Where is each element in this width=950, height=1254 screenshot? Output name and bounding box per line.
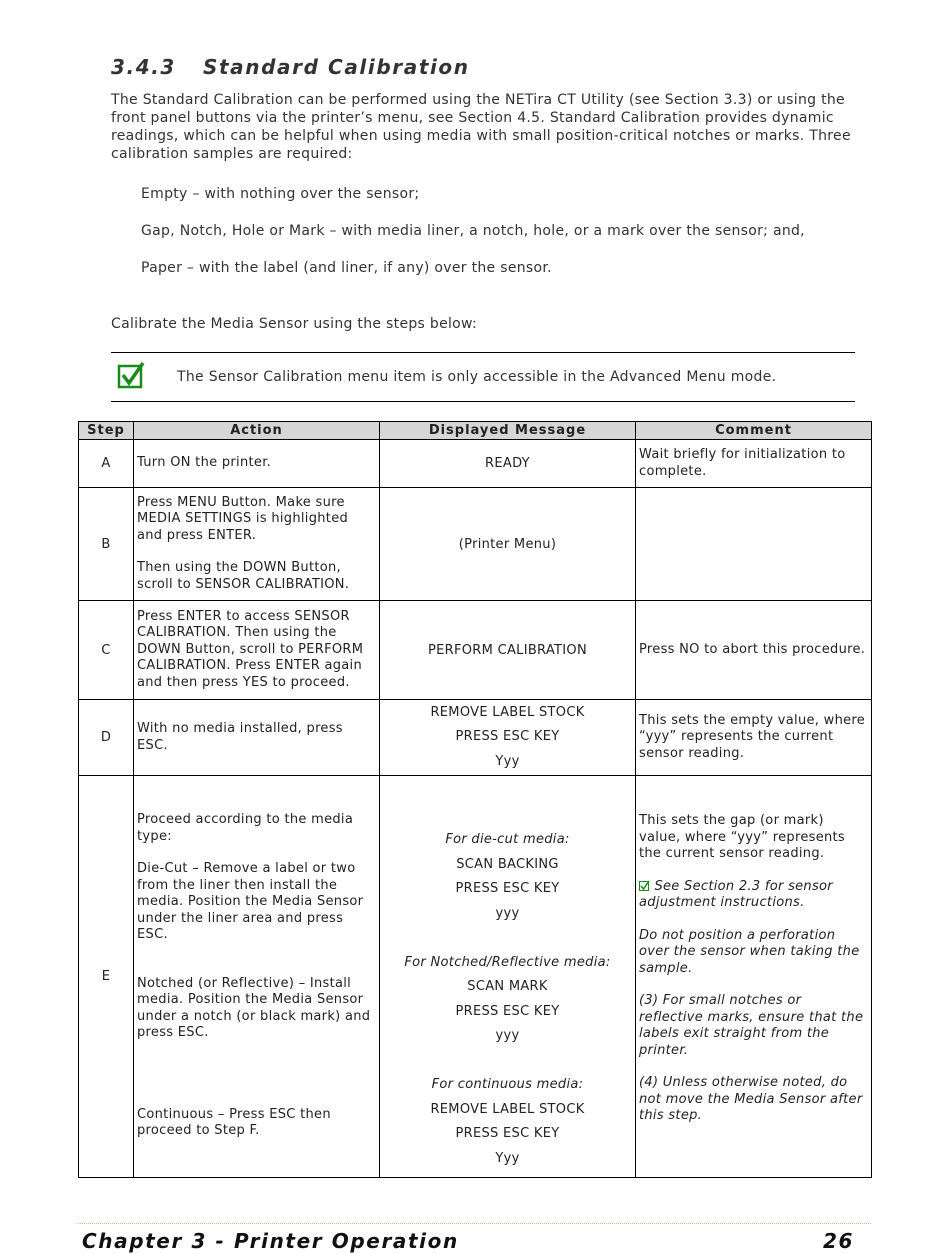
table-header-row — [79, 422, 872, 440]
comment-line — [639, 879, 868, 912]
action-line: Die-Cut – Remove a label or two from the liner then install the media. Position the Media Sensor under the liner area and press ESC. — [137, 861, 364, 942]
comment-cell — [636, 776, 872, 1178]
header-message: Displayed Message — [380, 422, 636, 440]
action-cell: With no media installed, press ESC. — [134, 700, 380, 776]
message-line: yyy — [495, 905, 520, 921]
table-row — [79, 700, 872, 776]
message-label: For continuous media: — [431, 1077, 584, 1092]
footer-page-number: 26 — [822, 1229, 854, 1253]
note-box — [111, 352, 855, 402]
sample-empty: Empty – with nothing over the sensor; — [141, 186, 420, 202]
message-line: REMOVE LABEL STOCK — [430, 704, 585, 720]
sample-paper: Paper – with the label (and liner, if any) over the sensor. — [141, 260, 552, 276]
comment-cell — [636, 488, 872, 601]
checkbox-check-icon — [117, 361, 145, 389]
action-line: Continuous – Press ESC then proceed to Step F. — [137, 1106, 331, 1138]
message-label: For die-cut media: — [445, 832, 570, 847]
step-cell: D — [79, 700, 134, 776]
sample-gap: Gap, Notch, Hole or Mark – with media liner, a notch, hole, or a mark over the sensor; and, — [141, 223, 805, 239]
message-line: SCAN MARK — [467, 979, 548, 994]
message-cell: PERFORM CALIBRATION — [380, 601, 636, 700]
message-cell — [380, 700, 636, 776]
step-cell: E — [79, 776, 134, 1178]
message-line: SCAN BACKING — [456, 856, 559, 872]
footer-rule — [78, 1223, 871, 1224]
action-line: Then using the DOWN Button, scroll to SENSOR CALIBRATION. — [137, 560, 350, 592]
step-cell: A — [79, 440, 134, 488]
action-cell — [134, 776, 380, 1178]
header-comment: Comment — [636, 422, 872, 440]
header-action: Action — [134, 422, 380, 440]
action-line: Proceed according to the media type: — [137, 812, 354, 844]
action-line: Press MENU Button. Make sure MEDIA SETTINGS is highlighted and press ENTER. — [137, 494, 349, 543]
comment-cell: Press NO to abort this procedure. — [636, 601, 872, 700]
action-cell — [134, 488, 380, 601]
intro-paragraph: The Standard Calibration can be performed using the NETira CT Utility (see Section 3.3) or using the front panel buttons via the printer’s menu, see Section 4.5. Standard Calibration provides dynamic readings, which can be helpful when using media with small position-critical notches or marks. Three calibration samples are required: — [111, 92, 851, 162]
header-step: Step — [79, 422, 134, 440]
comment-cell: This sets the empty value, where “yyy” represents the current sensor reading. — [636, 700, 872, 776]
table-row — [79, 488, 872, 601]
calibration-steps-table — [78, 421, 872, 1178]
message-line: PRESS ESC KEY — [455, 881, 560, 896]
message-line: Yyy — [495, 753, 520, 769]
section-heading — [111, 55, 470, 79]
table-row — [79, 601, 872, 700]
message-cell: (Printer Menu) — [380, 488, 636, 601]
footer-chapter: Chapter 3 - Printer Operation — [82, 1229, 459, 1253]
message-line: yyy — [495, 1028, 520, 1043]
comment-line: Do not position a perforation over the sensor when taking the sample. — [639, 927, 860, 976]
comment-line: This sets the gap (or mark) value, where “yyy” represents the current sensor reading. — [639, 813, 845, 861]
action-cell: Press ENTER to access SENSOR CALIBRATION. Then using the DOWN Button, scroll to PERFORM CALIBRATION. Press ENTER again and then press YES to proceed. — [134, 601, 380, 700]
table-row — [79, 776, 872, 1178]
section-number: 3.4.3 — [111, 55, 176, 79]
step-cell: C — [79, 601, 134, 700]
comment-text: See Section 2.3 for sensor adjustment instructions. — [639, 878, 833, 910]
comment-line: (3) For small notches or reflective marks, ensure that the labels exit straight from the printer. — [639, 993, 864, 1058]
action-cell: Turn ON the printer. — [134, 440, 380, 488]
message-cell — [380, 776, 636, 1178]
table-row — [79, 440, 872, 488]
section-title: Standard Calibration — [203, 55, 470, 79]
message-label: For Notched/Reflective media: — [404, 954, 611, 970]
message-line: Yyy — [495, 1150, 520, 1166]
message-line: PRESS ESC KEY — [455, 1126, 560, 1141]
message-line: REMOVE LABEL STOCK — [430, 1101, 585, 1117]
comment-line: (4) Unless otherwise noted, do not move the Media Sensor after this step. — [639, 1075, 863, 1123]
message-line: PRESS ESC KEY — [455, 729, 560, 745]
checkbox-check-icon — [639, 880, 650, 891]
action-line: Notched (or Reflective) – Install media. Position the Media Sensor under a notch (or black mark) and press ESC. — [137, 975, 371, 1040]
calibrate-instruction: Calibrate the Media Sensor using the steps below: — [111, 316, 478, 332]
comment-cell: Wait briefly for initialization to complete. — [636, 440, 872, 488]
message-cell: READY — [380, 440, 636, 488]
note-text: The Sensor Calibration menu item is only accessible in the Advanced Menu mode. — [177, 369, 777, 385]
message-line: PRESS ESC KEY — [455, 1003, 560, 1019]
step-cell: B — [79, 488, 134, 601]
